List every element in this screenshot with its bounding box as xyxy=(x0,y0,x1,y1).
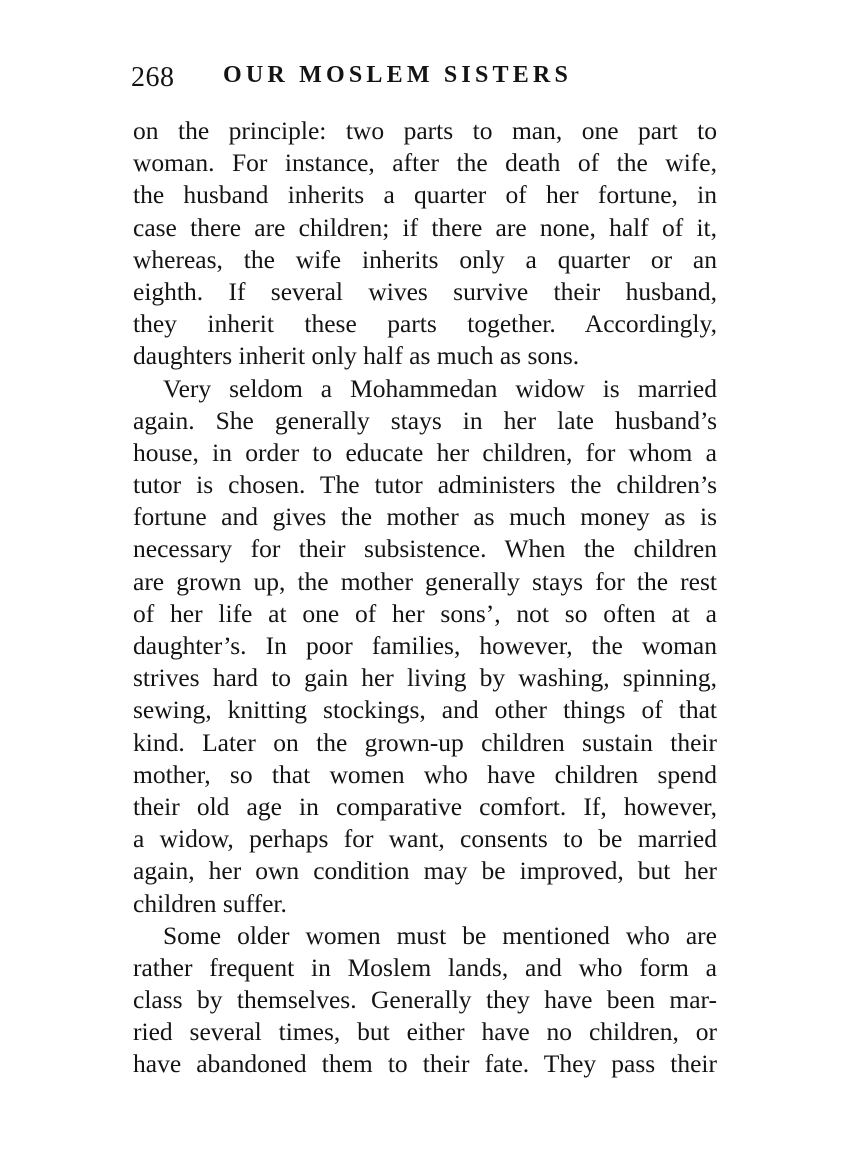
text-line: on the principle: two parts to man, one part to xyxy=(133,116,717,145)
text-line: mother, so that women who have children spend xyxy=(133,759,717,789)
text-line: again, her own condition may be improved, but her xyxy=(133,856,717,886)
text-line: case there are children; if there are none, half of it, xyxy=(133,212,717,242)
text-line: their old age in comparative comfort. If, however, xyxy=(133,791,717,821)
text-line: daughters inherit only half as much as sons. xyxy=(133,341,580,371)
text-line: Some older women must be mentioned who are xyxy=(163,920,717,950)
text-line: fortune and gives the mother as much money as is xyxy=(133,502,717,532)
page-number: 268 xyxy=(131,62,175,93)
text-line: daughter’s. In poor families, however, the woman xyxy=(133,631,717,660)
body-text xyxy=(133,115,717,1081)
text-line: children suffer. xyxy=(133,888,287,918)
text-line: the husband inherits a quarter of her fortune, in xyxy=(133,180,717,210)
text-line: are grown up, the mother generally stays for the rest xyxy=(133,566,717,596)
text-line: necessary for their subsistence. When the children xyxy=(133,534,717,564)
running-head xyxy=(131,60,731,96)
text-line: strives hard to gain her living by washing, spinning, xyxy=(133,663,717,693)
text-line: a widow, perhaps for want, consents to be married xyxy=(133,824,717,854)
text-line: kind. Later on the grown-up children sustain their xyxy=(133,727,717,757)
text-line: again. She generally stays in her late husband’s xyxy=(133,405,717,435)
text-line: Very seldom a Mohammedan widow is married xyxy=(163,373,717,403)
text-line: have abandoned them to their fate. They pass their xyxy=(133,1049,717,1079)
text-line: rather frequent in Moslem lands, and who form a xyxy=(133,952,717,982)
text-line: eighth. If several wives survive their husband, xyxy=(133,276,717,306)
text-line: whereas, the wife inherits only a quarter or an xyxy=(133,244,717,274)
text-line: sewing, knitting stockings, and other things of that xyxy=(133,695,717,725)
text-line: woman. For instance, after the death of the wife, xyxy=(133,148,717,178)
book-title: OUR MOSLEM SISTERS xyxy=(223,62,572,88)
text-line: tutor is chosen. The tutor administers the children’s xyxy=(133,470,717,500)
text-line: house, in order to educate her children, for whom a xyxy=(133,437,717,467)
text-line: of her life at one of her sons’, not so often at a xyxy=(133,598,717,628)
text-line: class by themselves. Generally they have been mar- xyxy=(133,985,717,1015)
text-line: they inherit these parts together. Accordingly, xyxy=(133,309,717,339)
text-line: ried several times, but either have no children, or xyxy=(133,1017,717,1047)
